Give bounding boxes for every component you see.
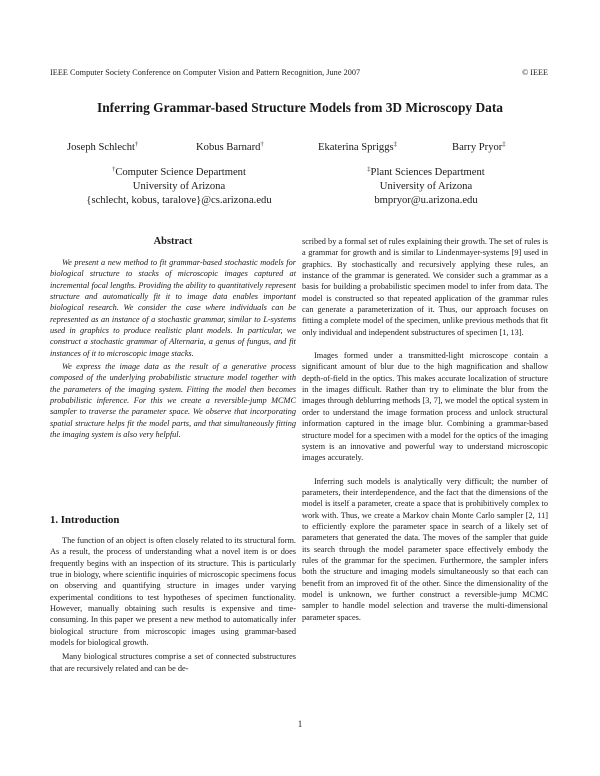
introduction-body	[50, 535, 296, 674]
running-header: IEEE Computer Society Conference on Computer Vision and Pattern Recognition, June 2007	[50, 68, 361, 77]
abstract-body	[50, 257, 296, 441]
affiliation-email: {schlecht, kobus, taralove}@cs.arizona.edu	[86, 195, 272, 206]
abstract-heading: Abstract	[153, 236, 193, 247]
affiliation-mark: ‡	[367, 166, 371, 173]
author-1	[67, 142, 138, 153]
affiliation-line: University of Arizona	[379, 181, 473, 192]
abstract-paragraph: We present a new method to fit grammar-based stochastic models for biological structure to stacks of microscopic images captured at incremental focal lengths. Providing the ability to quantitatively represent structure and automatically fit it to image data enables important biological research. We consider the case where individuals can be represented as an instance of a stochastic grammar, similar to L-systems used in graphics to produce realistic plant models. In particular, we construct a stochastic grammar of Alternaria, a genus of fungus, and fit instances of it to microscopic image stacks.	[50, 258, 296, 358]
body-paragraph: Inferring such models is analytically very difficult; the number of parameters, their interdependence, and the fact that the dimensions of the model is itself a parameter, create a space that is prohibitively complex to work with. Thus, we create a Markov chain Monte Carlo sampler [2, 11] to efficiently explore the parameter space in search of a likely set of parameters that generated the data. The moves of the sampler that guide its search through the model parameter space effectively embody the rules of the grammar for the specimen. Furthermore, the sampler infers both the structure and imaging models simultaneously so that each can benefit from an improved fit of the other. Since the dimensionality of the model is unknown, we further construct a reversible-jump MCMC sampler to handle model selection and traverse the multi-dimensional parameter spaces.	[302, 476, 548, 622]
right-column-body	[302, 236, 548, 623]
body-paragraph: The function of an object is often closely related to its structural form. As a result, the process of understanding what a novel item is or does frequently begins with an inspection of its structure. This is particularly true in biology, where scientific inquiries of microscopic specimens focus on observing and quantifying structure in images under varying experimental conditions to test hypotheses of specimen functionality. However, manually obtaining such results is expensive and time-consuming. In this paper we present a new method to automatically infer biological structure from microscopic images using grammar-based models for biological growth.	[50, 536, 296, 648]
affiliation-line: †Computer Science Department	[112, 166, 246, 178]
author-mark: ‡	[502, 141, 506, 148]
affiliation-line: University of Arizona	[132, 181, 226, 192]
author-4	[452, 142, 506, 153]
author-mark: †	[260, 141, 264, 148]
section-heading-introduction: 1. Introduction	[50, 514, 120, 526]
author-name: Ekaterina Spriggs	[318, 142, 394, 153]
body-paragraph: Images formed under a transmitted-light microscope contain a significant amount of blur due to the high magnification and shallow depth-of-field in the optics. This makes accurate localization of structure in the images difficult. Rather than try to eliminate the blur from the images through deblurring methods [3, 7], we model the optical system in order to understand the image formation process and unlock structural information captured in the image blur. Combining a grammar-based structure model for a specimen with a model for the optics of the imaging system is an innovative and powerful way to understand microscopic images accurately.	[302, 351, 548, 463]
affiliation-plant	[306, 166, 546, 208]
page-number: 1	[297, 719, 303, 729]
affiliation-cs	[59, 166, 299, 208]
body-paragraph: Many biological structures comprise a set of connected substructures that are recursively related and can be de-	[50, 652, 296, 673]
author-mark: ‡	[393, 141, 397, 148]
affiliation-line: ‡Plant Sciences Department	[367, 166, 485, 178]
author-3	[318, 142, 397, 153]
paper-title: Inferring Grammar-based Structure Models from 3D Microscopy Data	[97, 100, 503, 115]
author-name: Kobus Barnard	[196, 142, 261, 153]
author-name: Joseph Schlecht	[67, 142, 135, 153]
author-name: Barry Pryor	[452, 142, 503, 153]
copyright-notice: © IEEE	[522, 68, 548, 77]
affiliation-mark: †	[112, 166, 116, 173]
body-paragraph: scribed by a formal set of rules explaining their growth. The set of rules is a grammar for growth and is similar to Lindenmayer-systems [9] used in graphics. By stochastically and recursively applying these rules, an instance of the grammar is generated. We consider such a grammar as a basis for building a probabilistic specimen model to infer from data. The model is constructed so that repeated application of the grammar rules can generate a parameterization of it. Thus, our approach focuses on fitting a complete model of the specimen, unlike previous methods that fit only individual and independent substructures of specimen [1, 13].	[302, 237, 548, 337]
author-mark: †	[134, 141, 139, 148]
abstract-paragraph: We express the image data as the result of a generative process composed of the underlying probabilistic structure model together with the parameters of the imaging system. Fitting the model then becomes probabilistic inference. For this we create a reversible-jump MCMC sampler to traverse the parameter space. We observe that incorporating spatial structure helps fit the model parts, and that simultaneously fitting the imaging system is also very helpful.	[50, 362, 296, 440]
affiliation-email: bmpryor@u.arizona.edu	[374, 195, 478, 206]
author-2	[196, 142, 264, 153]
